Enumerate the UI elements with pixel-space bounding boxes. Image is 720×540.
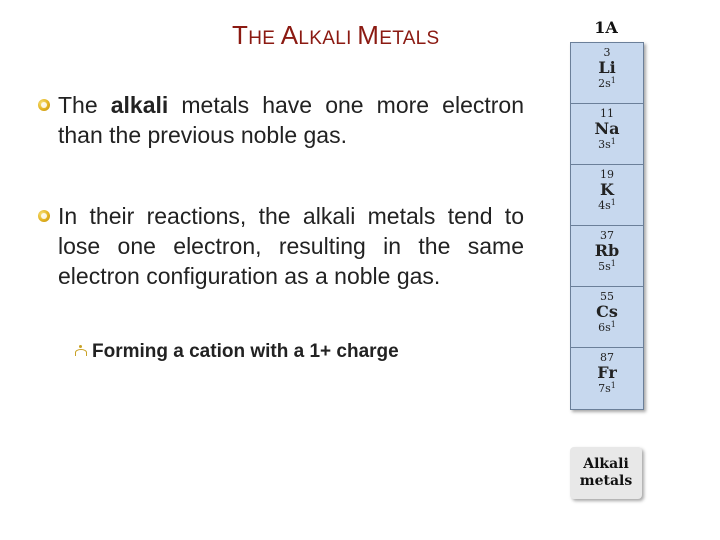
sub-bullet-item (74, 341, 399, 363)
element-symbol: Na (594, 119, 620, 138)
legend-line-1: Alkali (583, 456, 629, 472)
element-symbol: Cs (596, 302, 618, 321)
config-exponent: 1 (610, 198, 616, 207)
element-symbol: Li (598, 58, 616, 77)
bullet-text-1 (58, 90, 524, 150)
bullet-text-2: In their reactions, the alkali metals tend to lose one electron, resulting in the same electron configuration as a noble gas. (58, 203, 524, 289)
config-exponent: 1 (610, 76, 616, 85)
title-part: LKALI (298, 28, 358, 49)
bullet-item-1 (38, 90, 524, 150)
element-cell-k (571, 165, 643, 226)
config-orbital: 2s (598, 77, 611, 90)
element-cell-li (571, 43, 643, 104)
config-exponent: 1 (610, 259, 616, 268)
electron-configuration (571, 138, 643, 152)
config-orbital: 7s (598, 382, 611, 395)
bullet-1-text-end: metals have one more electron than the previous noble gas. (58, 92, 524, 148)
title-letter: T (232, 20, 249, 50)
electron-configuration (571, 199, 643, 213)
atomic-number: 87 (600, 351, 614, 364)
slide-title (232, 20, 492, 51)
config-orbital: 6s (598, 321, 611, 334)
config-exponent: 1 (610, 137, 616, 146)
group-label: 1A (594, 18, 618, 37)
atomic-number: 37 (600, 229, 614, 242)
element-cell-cs (571, 287, 643, 348)
legend-line-2: metals (579, 473, 633, 489)
electron-configuration (571, 321, 643, 335)
element-symbol: Rb (594, 241, 620, 260)
title-part: ETALS (379, 28, 440, 49)
periodic-column (570, 42, 644, 410)
bullet-circle-icon (38, 99, 50, 111)
config-exponent: 1 (610, 381, 616, 390)
electron-configuration (571, 260, 643, 274)
title-part: HE (248, 28, 281, 49)
atomic-number: 19 (600, 168, 614, 181)
sub-bullet-text: Forming a cation with a 1+ charge (92, 341, 399, 362)
element-cell-fr (571, 348, 643, 409)
element-symbol: K (600, 180, 614, 199)
config-orbital: 4s (598, 199, 611, 212)
electron-configuration (571, 382, 643, 396)
legend-box (570, 447, 642, 499)
bullet-item-2 (38, 201, 524, 291)
electron-configuration (571, 77, 643, 91)
sub-bullet-icon (74, 345, 88, 359)
atomic-number: 3 (603, 46, 611, 59)
bullet-circle-icon (38, 210, 50, 222)
element-cell-na (571, 104, 643, 165)
atomic-number: 55 (600, 290, 614, 303)
bullet-1-text-start: The (58, 92, 111, 118)
config-orbital: 5s (598, 260, 611, 273)
atomic-number: 11 (600, 107, 614, 120)
title-letter: M (357, 20, 380, 50)
config-exponent: 1 (610, 320, 616, 329)
element-cell-rb (571, 226, 643, 287)
title-letter: A (280, 20, 299, 50)
bullet-1-bold-word: alkali (110, 92, 169, 118)
config-orbital: 3s (598, 138, 611, 151)
element-symbol: Fr (597, 363, 617, 382)
